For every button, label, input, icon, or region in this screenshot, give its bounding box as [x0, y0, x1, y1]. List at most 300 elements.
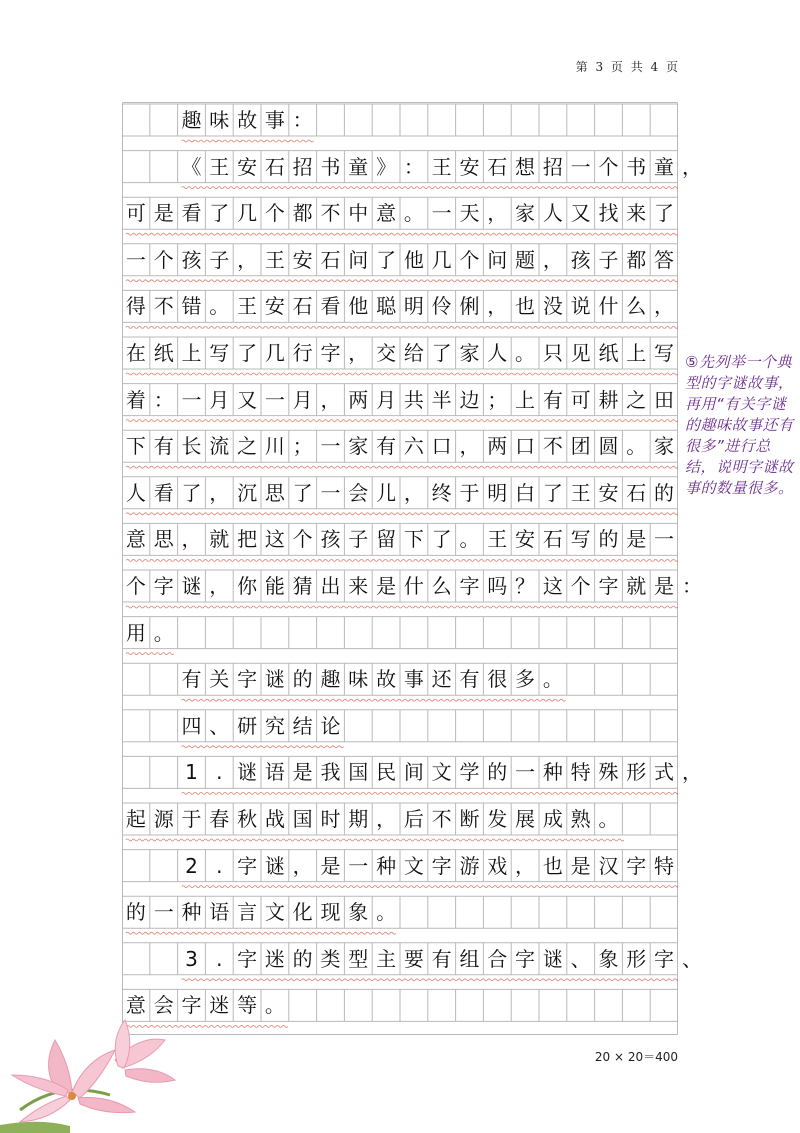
grid-cell: 语 — [264, 760, 285, 785]
wavy-underline — [126, 839, 624, 841]
grid-cell: 人 — [125, 480, 146, 505]
grid-cell: 字 — [431, 853, 452, 878]
grid-cell: 于 — [181, 807, 202, 831]
grid-cell: 答 — [654, 247, 675, 272]
grid-cell — [150, 151, 178, 183]
grid-cell: ？ — [515, 574, 536, 598]
grid-cell: 写 — [209, 341, 230, 365]
grid-cell: 么 — [626, 294, 647, 319]
grid-cell: 中 — [348, 201, 369, 226]
grid-cell: 2 — [185, 853, 198, 878]
grid-cell: 这 — [542, 574, 563, 598]
grid-cell: 安 — [515, 527, 536, 552]
grid-cell: 安 — [459, 154, 480, 179]
grid-cell: 。 — [376, 900, 397, 925]
grid-cell: 圆 — [598, 434, 619, 459]
grid-cell: ， — [209, 574, 230, 598]
grid-cell — [428, 710, 456, 742]
grid-cell: 俐 — [459, 294, 480, 319]
grid-cell: 不 — [320, 201, 341, 226]
grid-cell: 孩 — [320, 527, 341, 552]
grid-cell: 式 — [654, 760, 675, 785]
grid-row — [122, 384, 678, 416]
grid-cell: 流 — [209, 434, 230, 459]
grid-row — [122, 244, 678, 276]
grid-cell: 是 — [570, 853, 591, 878]
grid-cell: 之 — [626, 387, 647, 412]
grid-cell: 共 — [403, 387, 424, 412]
grid-cell: 家 — [348, 434, 369, 459]
grid-cell: 特 — [570, 760, 591, 785]
grid-row — [122, 197, 678, 229]
grid-cell: 只 — [542, 341, 563, 365]
grid-cell: 看 — [320, 294, 341, 319]
grid-cell — [428, 989, 456, 1021]
grid-cell: 。 — [598, 807, 619, 831]
grid-cell: 是 — [153, 201, 174, 226]
grid-cell — [511, 989, 539, 1021]
grid-row — [122, 710, 678, 742]
grid-cell — [289, 617, 317, 649]
grid-cell: 我 — [320, 760, 341, 785]
grid-row — [122, 943, 678, 975]
grid-cell: ， — [376, 807, 397, 831]
grid-cell: 看 — [181, 201, 202, 226]
grid-cell: 汉 — [598, 853, 619, 878]
grid-cell: 秋 — [237, 807, 258, 831]
grid-cell: 时 — [320, 807, 341, 831]
grid-cell: 迷 — [209, 993, 230, 1018]
grid-cell: 种 — [181, 900, 202, 925]
grid-cell — [595, 896, 623, 928]
grid-cell: 戏 — [487, 853, 508, 878]
grid-cell: 都 — [626, 247, 647, 272]
grid-cell: 上 — [181, 341, 202, 365]
grid-cell: ， — [237, 247, 258, 272]
wavy-underline — [126, 420, 678, 422]
grid-cell — [483, 104, 511, 136]
grid-cell: 么 — [431, 574, 452, 598]
grid-cell: ： — [403, 154, 424, 179]
manuscript-grid-paper — [122, 102, 702, 1035]
grid-cell: 型 — [348, 946, 369, 971]
grid-cell: 一 — [264, 387, 285, 412]
grid-cell: 石 — [487, 154, 508, 179]
grid-cell: ： — [153, 387, 174, 412]
grid-cell: 3 — [185, 946, 198, 971]
grid-cell: 田 — [654, 387, 675, 412]
grid-cell: 就 — [626, 574, 647, 598]
grid-cell: 天 — [459, 201, 480, 226]
grid-cell: 于 — [459, 480, 480, 505]
grid-cell: 几 — [431, 247, 452, 272]
grid-cell: 了 — [542, 480, 563, 505]
grid-cell: 儿 — [376, 480, 397, 505]
grid-cell: 了 — [292, 480, 313, 505]
grid-cell: 一 — [348, 853, 369, 878]
grid-cell — [150, 710, 178, 742]
grid-cell: 子 — [348, 527, 369, 552]
grid-cell: 下 — [403, 527, 424, 552]
grid-cell — [344, 617, 372, 649]
grid-cell: 意 — [125, 993, 146, 1018]
grid-cell: 口 — [431, 434, 452, 459]
grid-cell — [622, 803, 650, 835]
grid-cell — [150, 943, 178, 975]
grid-cell: 种 — [376, 853, 397, 878]
grid-cell: 战 — [264, 807, 285, 831]
grid-cell: 一 — [320, 480, 341, 505]
wavy-underline — [126, 932, 396, 934]
grid-cell: 字 — [237, 667, 258, 692]
grid-cell: 字 — [459, 574, 480, 598]
grid-cell: 结 — [292, 713, 313, 738]
grid-cell: 字 — [320, 341, 341, 365]
grid-cell: 来 — [348, 574, 369, 598]
grid-cell: 留 — [376, 527, 397, 552]
grid-cell — [567, 663, 595, 695]
grid-cell — [150, 756, 178, 788]
grid-cell — [233, 617, 261, 649]
lily-flower-decoration — [0, 1000, 200, 1133]
grid-cell: ， — [181, 527, 202, 552]
grid-cell: 石 — [292, 294, 313, 319]
grid-cell: 趣 — [181, 108, 202, 132]
grid-cell: 字 — [515, 946, 536, 971]
grid-cell: 月 — [376, 387, 397, 412]
grid-cell — [122, 850, 150, 882]
grid-cell: 谜 — [264, 853, 285, 878]
grid-cell: ， — [209, 480, 230, 505]
grid-cell: 写 — [654, 341, 675, 365]
grid-cell — [511, 617, 539, 649]
grid-cell: 熟 — [570, 807, 591, 831]
grid-cell: 的 — [654, 480, 675, 505]
grid-cell: 月 — [209, 387, 230, 412]
grid-cell: 谜 — [181, 574, 202, 598]
grid-cell: 招 — [542, 154, 563, 179]
grid-cell: 了 — [237, 341, 258, 365]
grid-cell — [483, 989, 511, 1021]
teacher-annotation: ⑤先列举一个典型的字谜故事，再用“有关字谜的趣味故事还有很多”进行总结，说明字谜故事的数量很多。 — [685, 353, 794, 497]
grid-cell: 起 — [125, 807, 146, 831]
grid-cell — [539, 710, 567, 742]
grid-cell: 是 — [376, 574, 397, 598]
grid-spec-footer: 20 × 20＝400 — [594, 1050, 678, 1064]
grid-cell: 文 — [264, 900, 285, 925]
grid-cell: 不 — [153, 294, 174, 319]
wavy-underline — [126, 559, 678, 561]
grid-cell: ， — [654, 294, 675, 319]
grid-cell — [622, 663, 650, 695]
grid-cell: 半 — [431, 387, 452, 412]
wavy-underline — [182, 699, 566, 701]
grid-cell — [317, 617, 345, 649]
grid-cell — [456, 617, 484, 649]
grid-cell — [317, 104, 345, 136]
grid-cell: 个 — [125, 574, 146, 598]
grid-cell: 论 — [320, 713, 341, 738]
grid-cell: 童 — [348, 154, 369, 179]
grid-cell: 上 — [626, 341, 647, 365]
grid-cell: 的 — [125, 900, 146, 925]
grid-cell: 要 — [403, 946, 424, 971]
grid-cell — [205, 617, 233, 649]
grid-cell: 。 — [209, 294, 230, 319]
grid-row — [122, 523, 678, 555]
grid-cell: 人 — [542, 201, 563, 226]
grid-cell: 一 — [570, 154, 591, 179]
margin-punctuation: ， — [682, 760, 702, 785]
grid-cell: 可 — [125, 201, 146, 226]
grid-cell: 有 — [431, 946, 452, 971]
grid-cell: 事 — [264, 108, 285, 132]
grid-cell: 石 — [626, 480, 647, 505]
grid-cell: 下 — [125, 434, 146, 459]
grid-cell: 语 — [209, 900, 230, 925]
grid-cell: ， — [542, 247, 563, 272]
wavy-underline — [182, 746, 344, 748]
grid-cell — [150, 663, 178, 695]
grid-cell: 有 — [459, 667, 480, 692]
grid-cell: 把 — [237, 527, 258, 552]
grid-cell: 看 — [153, 480, 174, 505]
grid-cell: ， — [348, 341, 369, 365]
grid-cell: 问 — [487, 247, 508, 272]
grid-cell — [400, 617, 428, 649]
grid-cell: 有 — [376, 434, 397, 459]
grid-cell: 题 — [515, 247, 536, 272]
grid-cell: 安 — [598, 480, 619, 505]
grid-cell — [567, 989, 595, 1021]
grid-cell: 纸 — [153, 341, 174, 365]
grid-cell — [400, 989, 428, 1021]
grid-cell — [622, 104, 650, 136]
grid-cell — [456, 710, 484, 742]
grid-cell: 王 — [487, 527, 508, 552]
grid-cell: 等 — [237, 993, 258, 1018]
wavy-underline — [182, 140, 314, 142]
grid-cell: 吗 — [487, 574, 508, 598]
grid-cell — [595, 663, 623, 695]
grid-cell — [344, 104, 372, 136]
grid-cell — [650, 663, 678, 695]
grid-cell: 明 — [487, 480, 508, 505]
grid-cell: 的 — [487, 760, 508, 785]
grid-cell: 问 — [348, 247, 369, 272]
grid-cell: 迷 — [264, 946, 285, 971]
grid-cell — [344, 710, 372, 742]
grid-cell — [344, 989, 372, 1021]
grid-cell — [428, 104, 456, 136]
grid-cell: 王 — [237, 294, 258, 319]
wavy-underline — [182, 979, 678, 981]
grid-cell: 四 — [181, 713, 202, 738]
grid-cell: 意 — [125, 527, 146, 552]
grid-cell: 上 — [515, 387, 536, 412]
grid-cell: 孩 — [181, 247, 202, 272]
grid-cell: 组 — [459, 946, 480, 971]
grid-cell — [539, 104, 567, 136]
grid-cell — [122, 756, 150, 788]
grid-cell: ， — [320, 387, 341, 412]
grid-cell: 给 — [403, 341, 424, 365]
grid-cell — [622, 896, 650, 928]
grid-cell — [650, 617, 678, 649]
grid-cell: 着 — [125, 387, 146, 412]
grid-cell: 川 — [264, 434, 285, 459]
grid-cell: 字 — [153, 574, 174, 598]
grid-cell — [511, 710, 539, 742]
grid-cell — [622, 989, 650, 1021]
margin-punctuation: ， — [682, 154, 702, 179]
grid-cell: 交 — [376, 341, 397, 365]
grid-cell: 童 — [654, 154, 675, 179]
wavy-underline — [126, 466, 678, 468]
grid-cell: 有 — [153, 434, 174, 459]
grid-cell: 故 — [376, 667, 397, 692]
grid-cell: 游 — [459, 853, 480, 878]
grid-cell: 谜 — [264, 667, 285, 692]
grid-cell: 在 — [125, 341, 146, 365]
grid-cell: 石 — [264, 154, 285, 179]
grid-cell: 、 — [570, 946, 591, 971]
grid-cell: 会 — [153, 993, 174, 1018]
grid-cell: 。 — [153, 620, 174, 645]
grid-cell — [178, 617, 206, 649]
grid-cell — [400, 104, 428, 136]
grid-cell: ； — [487, 387, 508, 412]
grid-cell: 趣 — [320, 667, 341, 692]
grid-cell — [539, 989, 567, 1021]
grid-cell: 主 — [376, 946, 397, 971]
grid-row — [122, 896, 678, 928]
grid-cell: 了 — [654, 201, 675, 226]
grid-cell: 石 — [542, 527, 563, 552]
grid-cell — [317, 989, 345, 1021]
grid-cell: . — [216, 760, 223, 785]
grid-cell: 行 — [292, 341, 313, 365]
grid-cell — [400, 896, 428, 928]
grid-cell — [595, 989, 623, 1021]
grid-cell: 谜 — [237, 760, 258, 785]
grid-cell: 个 — [570, 574, 591, 598]
grid-cell: 形 — [626, 946, 647, 971]
grid-cell: 期 — [348, 807, 369, 831]
grid-cell: 。 — [264, 993, 285, 1018]
grid-cell: 得 — [125, 294, 146, 319]
grid-cell: ， — [515, 853, 536, 878]
wavy-underline — [182, 886, 678, 888]
grid-cell — [372, 989, 400, 1021]
grid-cell: 字 — [237, 853, 258, 878]
grid-cell: 书 — [626, 154, 647, 179]
grid-row — [122, 663, 678, 695]
grid-cell: 口 — [515, 434, 536, 459]
grid-cell: 想 — [515, 154, 536, 179]
grid-cell: 沉 — [237, 480, 258, 505]
grid-cell: 象 — [598, 946, 619, 971]
grid-row — [122, 570, 678, 602]
grid-cell: 是 — [292, 760, 313, 785]
grid-cell: 见 — [570, 341, 591, 365]
grid-row — [122, 756, 678, 788]
grid-row — [122, 477, 678, 509]
grid-cell: 言 — [237, 900, 258, 925]
grid-cell: 源 — [153, 807, 174, 831]
grid-cell — [372, 104, 400, 136]
grid-cell: . — [216, 946, 223, 971]
grid-cell: 有 — [542, 387, 563, 412]
grid-cell: 了 — [431, 341, 452, 365]
grid-row — [122, 337, 678, 369]
grid-cell — [372, 617, 400, 649]
grid-cell: 石 — [320, 247, 341, 272]
grid-cell: 春 — [209, 807, 230, 831]
grid-cell: 个 — [459, 247, 480, 272]
grid-cell: 也 — [542, 853, 563, 878]
grid-cell: 安 — [292, 247, 313, 272]
grid-cell: ， — [403, 480, 424, 505]
grid-cell: ， — [459, 434, 480, 459]
grid-cell: 国 — [292, 807, 313, 831]
grid-cell: 文 — [431, 760, 452, 785]
grid-cell: 字 — [181, 993, 202, 1018]
grid-cell: 又 — [570, 201, 591, 226]
grid-cell: 找 — [598, 201, 619, 226]
grid-row — [122, 151, 678, 183]
grid-cell: 用 — [125, 620, 146, 645]
grid-cell — [483, 617, 511, 649]
grid-cell: 的 — [292, 667, 313, 692]
grid-cell: 字 — [237, 946, 258, 971]
grid-cell: 长 — [181, 434, 202, 459]
grid-cell — [289, 989, 317, 1021]
grid-cell: 味 — [209, 108, 230, 132]
wavy-underline — [126, 280, 678, 282]
grid-row — [122, 104, 678, 136]
wavy-underline — [182, 187, 678, 189]
grid-cell — [483, 896, 511, 928]
grid-cell: 字 — [626, 853, 647, 878]
grid-cell: 成 — [542, 807, 563, 831]
grid-cell: 会 — [348, 480, 369, 505]
grid-cell: 。 — [459, 527, 480, 552]
grid-cell: 个 — [264, 201, 285, 226]
grid-cell: 了 — [431, 527, 452, 552]
grid-cell — [428, 617, 456, 649]
grid-cell: 1 — [185, 760, 198, 785]
grid-cell: 》 — [376, 154, 397, 179]
grid-cell: 耕 — [598, 387, 619, 412]
grid-cell: 是 — [654, 574, 675, 598]
wavy-underline — [126, 606, 678, 608]
grid-cell: 出 — [320, 574, 341, 598]
grid-cell: 一 — [431, 201, 452, 226]
wavy-underline — [126, 233, 678, 235]
grid-cell — [456, 989, 484, 1021]
grid-cell: 几 — [237, 201, 258, 226]
grid-cell — [622, 710, 650, 742]
grid-cell: 形 — [626, 760, 647, 785]
grid-cell: 一 — [153, 900, 174, 925]
grid-cell: 他 — [348, 294, 369, 319]
grid-cell — [122, 104, 150, 136]
grid-cell: ， — [487, 201, 508, 226]
grid-cell: 了 — [181, 480, 202, 505]
grid-cell — [650, 803, 678, 835]
grid-cell: 什 — [598, 294, 619, 319]
